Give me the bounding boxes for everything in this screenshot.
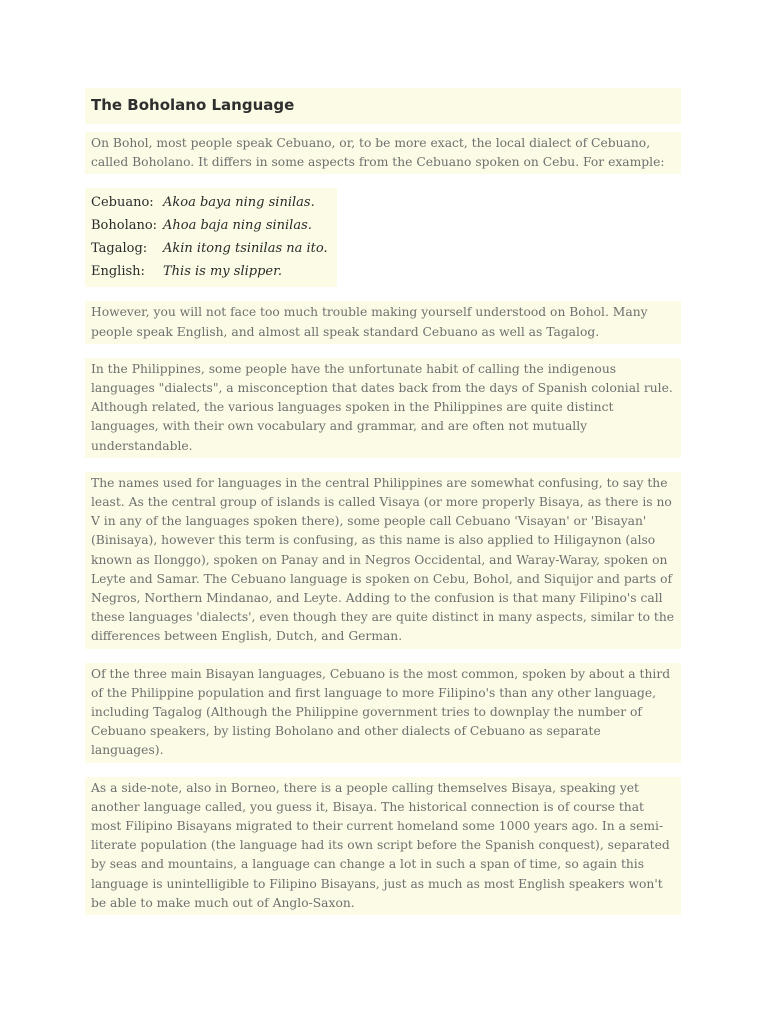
spacer: [85, 458, 681, 472]
body-paragraph: The names used for languages in the central Philippines are somewhat confusing, to say the least. As the central group of islands is called Visaya (or more properly Bisaya, as there is no V in any of the languages spoken there), some people call Cebuano 'Visayan' or 'Bisayan' (Binisaya), however this term is confusing, as this name is also applied to Hiligaynon (also known as Ilonggo), spoken on Panay and in Negros Occidental, and Waray-Waray, spoken on Leyte and Samar. The Cebuano language is spoken on Cebu, Bohol, and Siquijor and parts of Negros, Northern Mindanao, and Leyte. Adding to the confusion is that many Filipino's call these languages 'dialects', even though they are quite distinct in many aspects, similar to the differences between English, Dutch, and German.: [85, 472, 681, 649]
example-language: Cebuano:: [91, 195, 154, 211]
body-paragraph: Of the three main Bisayan languages, Cebuano is the most common, spoken by about a third of the Philippine population and first language to more Filipino's than any other language, including Tagalog (Although the Philippine government tries to downplay the number of Cebuano speakers, by listing Boholano and other dialects of Cebuano as separate languages).: [85, 663, 681, 763]
document-page: [85, 88, 681, 915]
body-paragraph: As a side-note, also in Borneo, there is a people calling themselves Bisaya, speaking yet another language called, you guess it, Bisaya. The historical connection is of course that most Filipino Bisayans migrated to their current homeland some 1000 years ago. In a semi-literate population (the language had its own script before the Spanish conquest), separated by seas and mountains, a language can change a lot in such a span of time, so again this language is unintelligible to Filipino Bisayans, just as much as most English speakers won't be able to make much out of Anglo-Saxon.: [85, 777, 681, 915]
spacer: [85, 124, 681, 132]
example-row: [91, 191, 331, 214]
example-sentence: Akin itong tsinilas na ito.: [163, 241, 328, 257]
title-block: [85, 88, 681, 124]
example-language: English:: [91, 264, 145, 280]
body-paragraph: In the Philippines, some people have the unfortunate habit of calling the indigenous languages "dialects", a misconception that dates back from the days of Spanish colonial rule. Although related, the various languages spoken in the Philippines are quite distinct languages, with their own vocabulary and grammar, and are often not mutually understandable.: [85, 358, 681, 458]
spacer: [85, 174, 681, 188]
example-row: [91, 214, 331, 237]
intro-paragraph: On Bohol, most people speak Cebuano, or, to be more exact, the local dialect of Cebuano, called Boholano. It differs in some aspects from the Cebuano spoken on Cebu. For example:: [85, 132, 681, 174]
page-title: The Boholano Language: [91, 96, 295, 114]
example-sentence: This is my slipper.: [163, 264, 283, 280]
example-row: [91, 237, 331, 260]
example-sentence: Akoa baya ning sinilas.: [163, 195, 315, 211]
example-table: [85, 188, 337, 287]
spacer: [85, 763, 681, 777]
example-language: Boholano:: [91, 218, 158, 234]
example-row: [91, 260, 331, 283]
spacer: [85, 344, 681, 358]
example-sentence: Ahoa baja ning sinilas.: [163, 218, 312, 234]
spacer: [85, 649, 681, 663]
example-language: Tagalog:: [91, 241, 148, 257]
spacer: [85, 287, 681, 301]
body-paragraph: However, you will not face too much trouble making yourself understood on Bohol. Many people speak English, and almost all speak standard Cebuano as well as Tagalog.: [85, 301, 681, 343]
